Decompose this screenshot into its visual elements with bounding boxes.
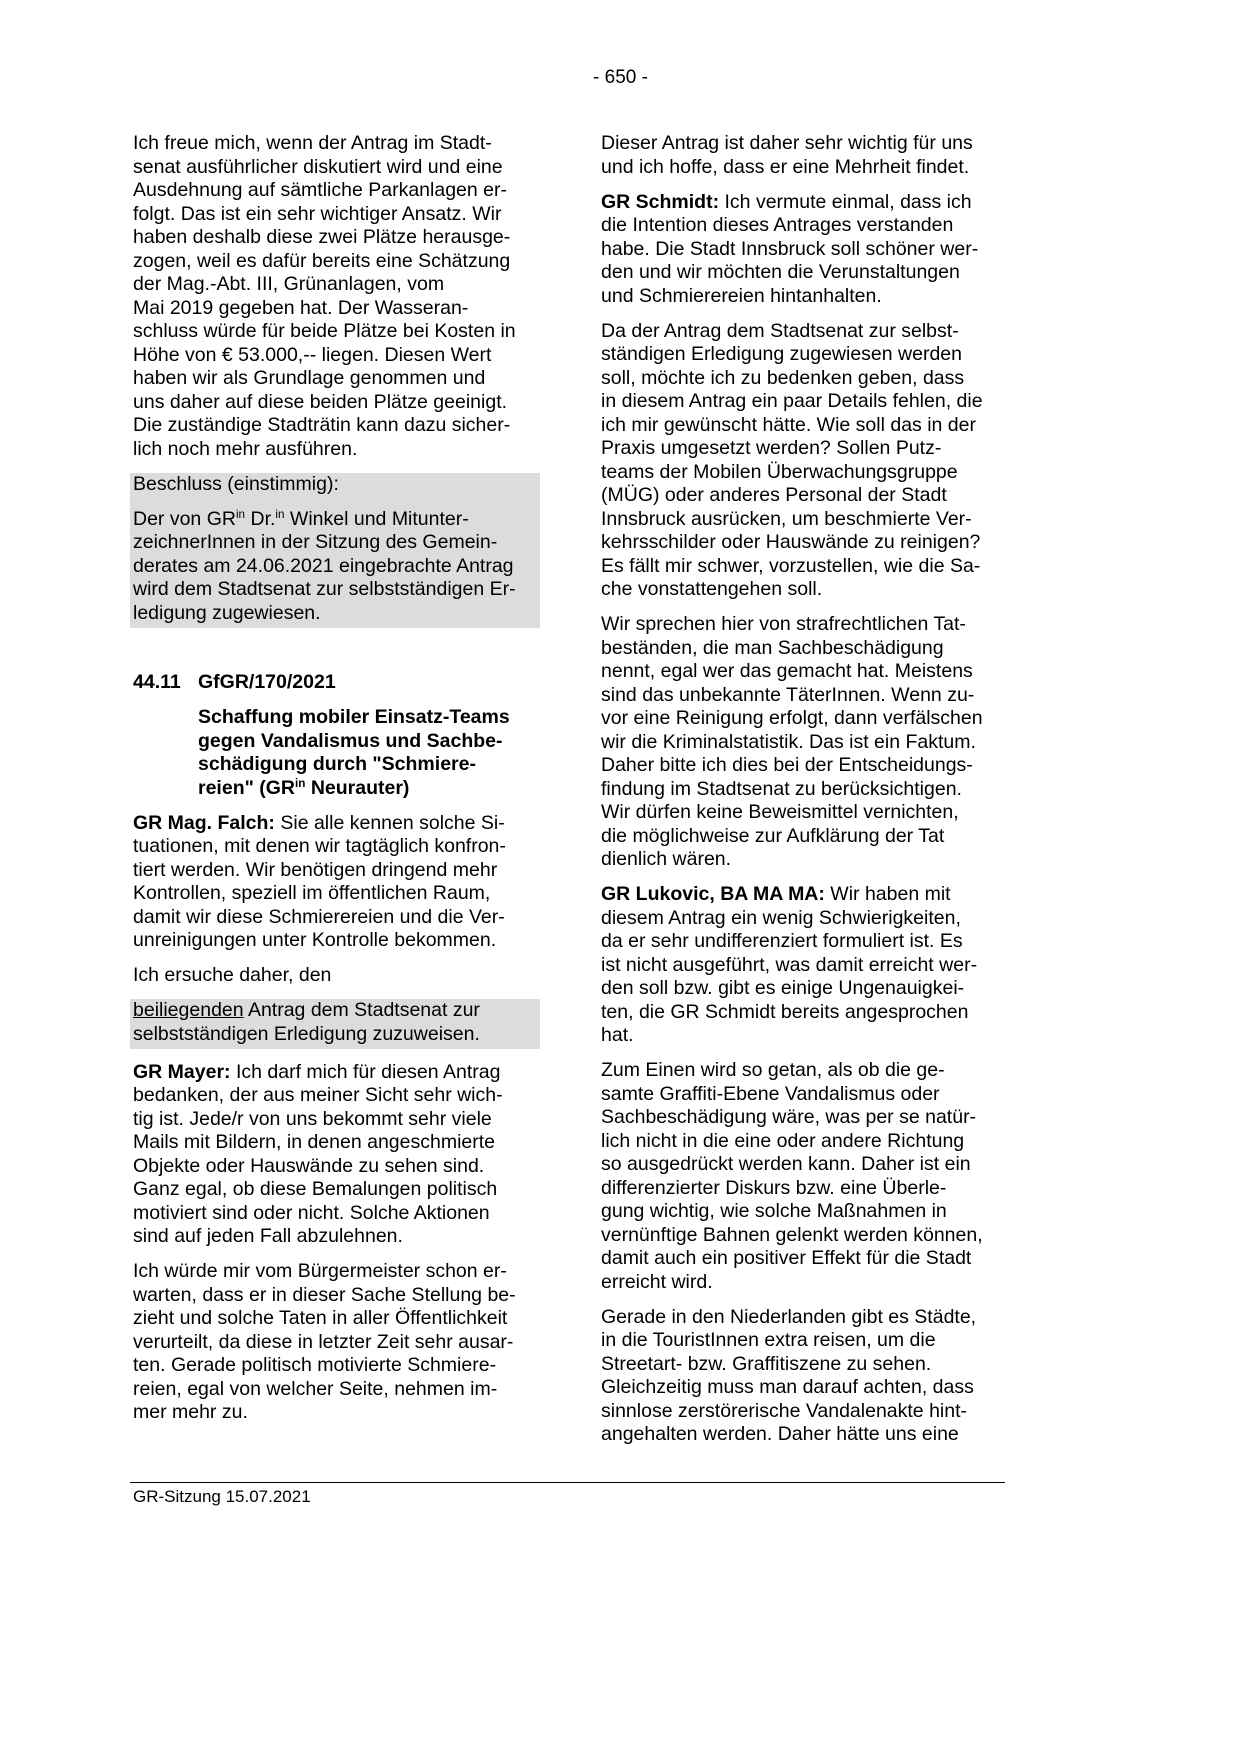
text-line: Höhe von € 53.000,-- liegen. Diesen Wert [133,343,492,366]
agenda-title [133,706,537,800]
text-line: senat ausführlicher diskutiert wird und eine [133,155,503,178]
text-segment: Antrag dem Stadtsenat zur [243,999,480,1021]
text-line: selbstständigen Erledigung zuzuweisen. [133,1022,480,1045]
paragraph [133,1260,537,1425]
text-line: die möglichweise zur Aufklärung der Tat [601,824,945,847]
text-line: Es fällt mir schwer, vorzustellen, wie die Sa- [601,554,981,577]
text-line: so ausgedrückt werden kann. Daher ist ein [601,1153,971,1175]
text-line: Wir sprechen hier von strafrechtlichen Tat- [601,613,966,635]
paragraph [601,883,1005,1048]
text-line: Mails mit Bildern, in denen angeschmierte [133,1131,496,1153]
text-line: Ganz egal, ob diese Bemalungen politisch [133,1178,498,1200]
text-line: motiviert sind oder nicht. Solche Aktionen [133,1201,490,1224]
box-paragraph [133,473,537,497]
text-line: diesem Antrag ein wenig Schwierigkeiten, [601,906,961,929]
highlighted-box [130,473,540,629]
text-line: ist nicht ausgeführt, was damit erreicht wer- [601,953,978,976]
text-line [133,1061,537,1085]
text-line: und ich hoffe, dass er eine Mehrheit findet. [601,155,970,178]
text-line: Ich freue mich, wenn der Antrag im Stadt- [133,132,492,154]
text-line: sind auf jeden Fall abzulehnen. [133,1225,403,1247]
text-line: ten. Gerade politisch motivierte Schmiere- [133,1354,497,1376]
text-line: tig ist. Jede/r von uns bekommt sehr viele [133,1107,492,1130]
footer-session-date: GR-Sitzung 15.07.2021 [133,1487,311,1506]
speaker-label: GR Mayer: [133,1060,231,1083]
paragraph [601,132,1005,179]
text-line: tuationen, mit denen wir tagtäglich konfron- [133,835,506,857]
text-segment: Ich vermute einmal, dass ich [719,190,972,213]
text-line: ledigung zugewiesen. [133,601,321,624]
text-line: tiert werden. Wir benötigen dringend mehr [133,858,498,881]
text-line: folgt. Das ist ein sehr wichtiger Ansatz. Wir [133,202,502,225]
text-line: schädigung durch "Schmiere- [198,753,476,775]
text-line: derates am 24.06.2021 eingebrachte Antrag [133,554,514,577]
text-line: Mai 2019 gegeben hat. Der Wasseran- [133,296,469,319]
box-paragraph [133,999,537,1046]
text-line: vor eine Reinigung erfolgt, dann verfälschen [601,707,983,729]
text-line: lich noch mehr ausführen. [133,437,358,460]
paragraph [133,1061,537,1249]
text-line: uns daher auf diese beiden Plätze geeinigt. [133,390,508,413]
text-line: nennt, egal wer das gemacht hat. Meistens [601,660,973,682]
paragraph [133,812,537,953]
text-line [133,812,537,836]
text-line: hat. [601,1024,634,1046]
text-line: den soll bzw. gibt es einige Ungenauigkei- [601,977,965,999]
text-line: da er sehr undifferenziert formuliert ist. Es [601,930,963,952]
paragraph [133,132,537,461]
text-segment: Sie alle kennen solche Si- [274,811,505,834]
text-line: (MÜG) oder anderes Personal der Stadt [601,484,947,506]
agenda-heading [133,671,537,800]
text-line: Ich würde mir vom Bürgermeister schon er- [133,1260,507,1282]
text-line [601,191,1005,215]
text-line: Innsbruck ausrücken, um beschmierte Ver- [601,507,972,530]
text-line: wir die Kriminalstatistik. Das ist ein Faktum. [601,730,976,753]
text-line: Streetart- bzw. Graffitiszene zu sehen. [601,1352,932,1375]
text-line: ten, die GR Schmidt bereits angesprochen [601,1000,969,1023]
text-line: ständigen Erledigung zugewiesen werden [601,343,962,365]
text-line: soll, möchte ich zu bedenken geben, dass [601,366,965,389]
text-line: mer mehr zu. [133,1401,248,1423]
text-line: Wir dürfen keine Beweismittel vernichten, [601,801,959,823]
text-line: ich mir gewünscht hätte. Wie soll das in der [601,413,976,436]
paragraph [601,191,1005,309]
text-line: kehrsschilder oder Hauswände zu reinigen? [601,531,981,553]
text-line: vernünftige Bahnen gelenkt werden können, [601,1223,983,1246]
speaker-label: GR Mag. Falch: [133,811,275,834]
text-line [601,883,1005,907]
text-line: gegen Vandalismus und Sachbe- [198,729,503,752]
text-line: Beschluss (einstimmig): [133,472,339,495]
text-line: Gerade in den Niederlanden gibt es Städte, [601,1305,977,1328]
text-line: Kontrollen, speziell im öffentlichen Raum, [133,882,491,904]
text-line: zogen, weil es dafür bereits eine Schätzung [133,249,511,272]
text-line: damit wir diese Schmierereien und die Ver- [133,905,505,928]
text-line: in die TouristInnen extra reisen, um die [601,1329,936,1351]
text-line [133,999,537,1023]
paragraph [601,320,1005,602]
text-line: damit auch ein positiver Effekt für die Stadt [601,1247,972,1269]
text-line: Da der Antrag dem Stadtsenat zur selbst- [601,319,959,342]
paragraph [601,1306,1005,1447]
text-line: Objekte oder Hauswände zu sehen sind. [133,1154,485,1177]
text-line: in diesem Antrag ein paar Details fehlen, die [601,390,983,412]
superscript: in [235,508,246,522]
text-line: sind das unbekannte TäterInnen. Wenn zu- [601,683,975,706]
text-line: lich nicht in die eine oder andere Richtung [601,1129,965,1152]
text-line: und Schmierereien hintanhalten. [601,284,882,307]
paragraph [133,964,537,988]
text-line: erreicht wird. [601,1270,713,1293]
underlined-text: beiliegenden [133,999,244,1021]
text-line: gung wichtig, wie solche Maßnahmen in [601,1200,947,1222]
text-segment: Ich darf mich für diesen Antrag [230,1060,501,1083]
superscript: in [275,508,285,522]
paragraph [601,613,1005,872]
text-line: haben wir als Grundlage genommen und [133,367,486,389]
text-line: Daher bitte ich dies bei der Entscheidungs- [601,754,973,776]
highlighted-box [130,999,540,1049]
text-line: dienlich wären. [601,848,732,870]
text-line: reien, egal von welcher Seite, nehmen im- [133,1377,498,1400]
page-number: - 650 - [593,67,648,88]
footer-rule [130,1482,1005,1483]
text-line: unreinigungen unter Kontrolle bekommen. [133,929,497,951]
box-paragraph [133,508,537,626]
text-line: Gleichzeitig muss man darauf achten, dass [601,1376,974,1398]
speaker-label: GR Lukovic, BA MA MA: [601,883,825,905]
text-line: Ausdehnung auf sämtliche Parkanlagen er- [133,179,507,201]
text-line: Sachbeschädigung wäre, was per se natür- [601,1106,977,1128]
agenda-heading-row [133,671,537,695]
right-column [601,132,1005,1458]
text-line: warten, dass er in dieser Sache Stellung be- [133,1283,516,1306]
text-line: Die zuständige Stadträtin kann dazu sicher- [133,414,511,436]
text-line: den und wir möchten die Verunstaltungen [601,261,960,283]
text-segment: Dr. [245,507,276,530]
text-line: zieht und solche Taten in aller Öffentlichkeit [133,1307,508,1329]
text-line: sinnlose zerstörerische Vandalenakte hint- [601,1399,968,1422]
text-line: schluss würde für beide Plätze bei Kosten in [133,320,516,342]
text-line: wird dem Stadtsenat zur selbstständigen Er- [133,578,516,600]
text-segment: Der von GR [133,507,236,530]
text-line: bedanken, der aus meiner Sicht sehr wich- [133,1084,503,1106]
text-line: Schaffung mobiler Einsatz-Teams [198,706,510,728]
text-segment: Neurauter) [305,776,410,799]
text-line: zeichnerInnen in der Sitzung des Gemein- [133,531,498,553]
text-segment: Wir haben mit [824,883,951,905]
text-line: teams der Mobilen Überwachungsgruppe [601,460,958,483]
text-line: angehalten werden. Daher hätte uns eine [601,1423,959,1445]
text-line: die Intention dieses Antrages verstanden [601,214,954,236]
text-line: Praxis umgesetzt werden? Sollen Putz- [601,437,942,459]
text-line: der Mag.-Abt. III, Grünanlagen, vom [133,273,445,295]
text-line: Zum Einen wird so getan, als ob die ge- [601,1059,945,1081]
text-line [133,508,537,532]
text-line: che vonstattengehen soll. [601,578,823,600]
superscript: in [295,777,306,791]
agenda-number: 44.11 [133,671,181,693]
text-line: Ich ersuche daher, den [133,964,332,986]
text-line: samte Graffiti-Ebene Vandalismus oder [601,1082,940,1105]
speaker-label: GR Schmidt: [601,190,720,213]
paragraph [601,1059,1005,1294]
text-line: findung im Stadtsenat zu berücksichtigen. [601,777,962,800]
text-line: differenzierter Diskurs bzw. eine Überle- [601,1176,947,1199]
text-line: beständen, die man Sachbeschädigung [601,636,944,659]
left-column [133,132,537,1436]
text-line: verurteilt, da diese in letzter Zeit sehr ausar- [133,1330,514,1353]
text-segment: reien" (GR [198,776,296,799]
text-segment: Winkel und Mitunter- [284,507,469,530]
text-line: Dieser Antrag ist daher sehr wichtig für uns [601,132,973,154]
text-line: habe. Die Stadt Innsbruck soll schöner wer- [601,237,979,260]
agenda-code: GfGR/170/2021 [198,671,336,693]
text-line: haben deshalb diese zwei Plätze herausge- [133,226,511,248]
text-line [198,777,537,801]
